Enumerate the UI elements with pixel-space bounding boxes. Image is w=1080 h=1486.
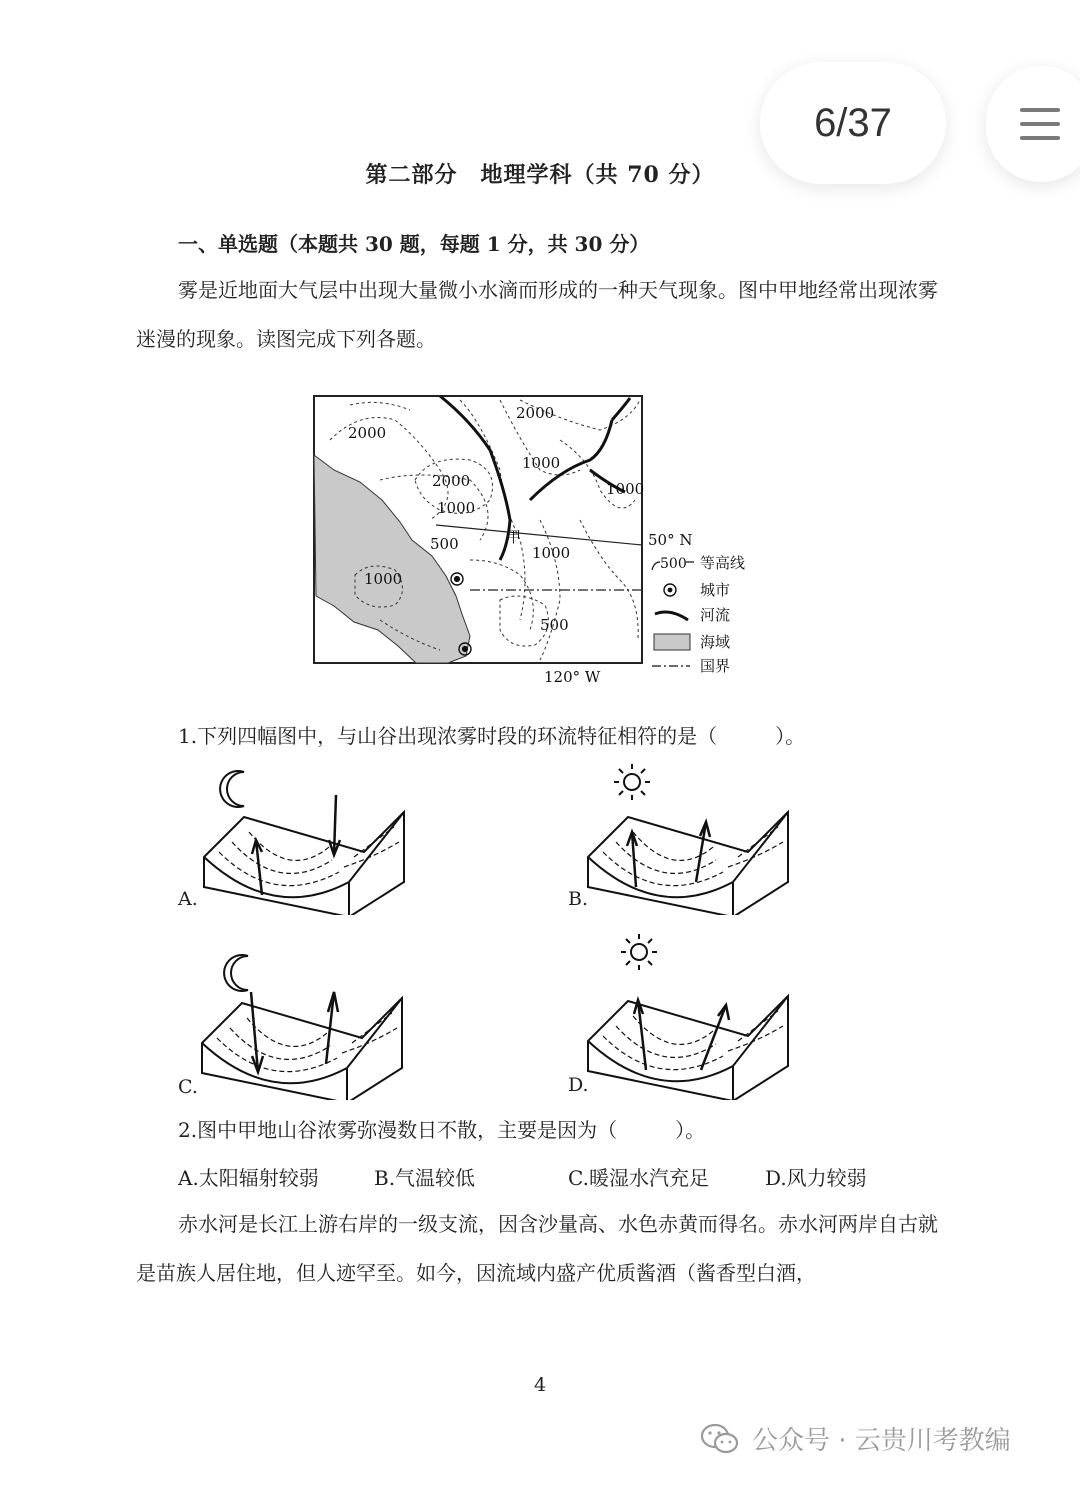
moon-icon: [220, 771, 244, 807]
intro-paragraph: 雾是近地面大气层中出现大量微小水滴而形成的一种天气现象。图中甲地经常出现浓雾迷漫的现象。读图完成下列各题。: [136, 278, 938, 351]
valley-diagram-c: [176, 952, 406, 1100]
wechat-icon: [700, 1422, 740, 1456]
legend-contour: 等高线: [700, 554, 746, 572]
legend-city: 城市: [700, 581, 731, 599]
q1-option-d-label: D.: [568, 1074, 589, 1096]
q2-option-a[interactable]: A.太阳辐射较弱: [178, 1166, 319, 1190]
page-number: 4: [533, 1374, 547, 1396]
q2-option-c[interactable]: C.暖湿水汽充足: [568, 1166, 709, 1190]
legend-sea-swatch: [654, 634, 690, 650]
sun-icon: [614, 764, 650, 800]
sun-icon: [621, 934, 657, 970]
contour-label: 1000: [532, 544, 571, 562]
contour-label: 2000: [516, 404, 555, 422]
q2-option-b[interactable]: B.气温较低: [374, 1166, 476, 1190]
contour-label: 1000: [364, 570, 403, 588]
contour-label: 2000: [348, 424, 387, 442]
page-indicator-text: 6/37: [814, 100, 892, 145]
contour-map: [300, 385, 770, 690]
contour-label: 1000: [437, 499, 476, 517]
valley-diagram-a: [176, 770, 406, 915]
q1-option-b[interactable]: [566, 762, 796, 915]
valley-diagram-b: [566, 762, 796, 915]
q1-option-a-label: A.: [178, 888, 198, 910]
legend-river: 河流: [700, 606, 731, 624]
q1-option-b-label: B.: [568, 888, 589, 910]
contour-label: 2000: [432, 472, 471, 490]
q2-option-d[interactable]: D.风力较弱: [765, 1166, 867, 1190]
contour-label: 1000: [606, 480, 645, 498]
latitude-label: 50° N: [648, 531, 693, 549]
legend-sea: 海域: [700, 633, 731, 651]
legend-contour-value: 500: [660, 556, 687, 572]
contour-label: 500: [540, 616, 569, 634]
longitude-label: 120° W: [544, 668, 601, 686]
watermark-text: 公众号 · 云贵川考教编: [752, 1426, 1011, 1456]
contour-label: 1000: [522, 454, 561, 472]
closing-paragraph: 赤水河是长江上游右岸的一级支流，因含沙量高、水色赤黄而得名。赤水河两岸自古就是苗族人居住地，但人迹罕至。如今，因流域内盛产优质酱酒（酱香型白酒，: [136, 1212, 938, 1285]
watermark: [700, 1420, 1011, 1457]
moon-icon: [224, 955, 248, 991]
place-label: 甲: [506, 528, 522, 546]
contour-label: 500: [430, 535, 459, 553]
q1-option-a[interactable]: [176, 770, 406, 915]
legend-border: 国界: [700, 657, 731, 675]
question-2-stem: 2.图中甲地山谷浓雾弥漫数日不散，主要是因为（ ）。: [178, 1118, 706, 1142]
section-title: 第二部分 地理学科（共 70 分）: [365, 162, 715, 188]
valley-diagram-d: [566, 930, 796, 1100]
legend-river-icon: [655, 612, 688, 620]
subsection-title: 一、单选题（本题共 30 题，每题 1 分，共 30 分）: [178, 232, 650, 256]
map-legend: [652, 554, 745, 675]
q1-option-c-label: C.: [178, 1076, 198, 1098]
q1-option-d[interactable]: [566, 930, 796, 1100]
question-1-stem: 1.下列四幅图中，与山谷出现浓雾时段的环流特征相符的是（ ）。: [178, 724, 806, 748]
q1-option-c[interactable]: [176, 952, 406, 1100]
